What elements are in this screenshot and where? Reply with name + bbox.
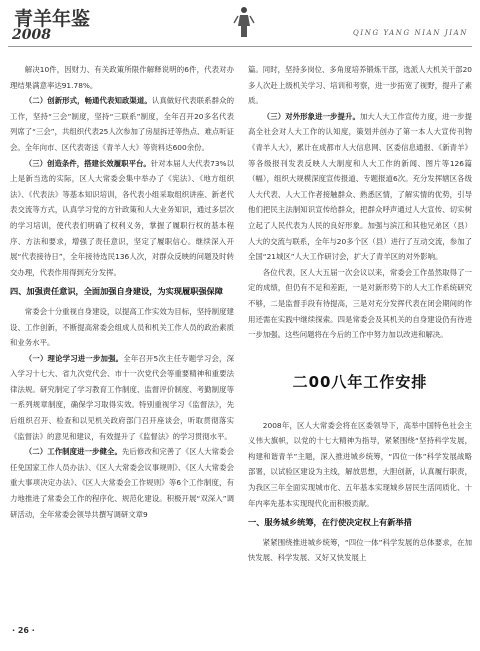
- paragraph: 各位代表，区人大五届一次会议以来，常委会工作虽然取得了一定的成绩，但仍有不足和差距，一是对新形势下的人大工作系统研究不够，二是监督手段有待提高，三是对充分发挥代表在闭会期间的作用还需在实践中继续探索。四是常委会及其机关的自身建设仍有待进一步加强。这些问题将在今后的工作中努力加以改进和解决。: [248, 267, 472, 340]
- paragraph-text: 认真做好代表联系群众的工作，坚持“三会”制度，坚持“三联系”制度，全年召开20多名代表列席了“三会”，共组织代表25人次参加了房屋拆迁等热点、难点听证会。全年向市、区代表寄送《青羊人大》等资料达600余份。: [10, 96, 235, 152]
- paragraph-text: 加大人大工作宣传力度，进一步提高全社会对人大工作的认知度，策划并创办了第一本人大宣传刊物《青羊人大》，累计在成都市人大信息网、区委信息通报、《新青羊》等各级报刊发表反映人大制度和人大工作的新闻、图片等126篇（幅），组织大规模深度宣传报道、专题报道6次。充分发挥辖区各级人大代表、人大工作者接触群众、熟悉区情，了解实情的优势，引导他们把民主法制知识宣传给群众，把群众呼声通过人大宣传、切实树立起了人民代表为人民的良好形象。加强与滨江和其他兄弟区（县）人大的交流与联系，全年与20多个区（县）进行了互动交流，参加了全国“21城区”人大工作研讨会，扩大了青羊区的对外影响。: [248, 111, 472, 262]
- subheading: （一）理论学习进一步加强。: [24, 353, 124, 363]
- paragraph: 2008年，区人大常委会将在区委领导下，高举中国特色社会主义伟大旗帜，以党的十七大精神为指导，紧紧围绕“坚持科学发展，构建和谐青羊”主题，深入推进城乡统筹，“四位一体”科学发展战略部署，以试验区建设为主线，解放思想，大胆创新，认真履行职责，为我区三年全面实现城市化、五年基本实现城乡居民生活同质化、十年内率先基本实现现代化而积极贡献。: [248, 420, 472, 508]
- section-main-title: 二00八年工作安排: [292, 372, 428, 391]
- page-number: · 26 ·: [12, 626, 35, 635]
- subheading: （二）创新形式，畅通代表知政渠道。: [24, 96, 152, 106]
- paragraph: [10, 156, 234, 281]
- left-column: [10, 62, 234, 522]
- page-header: [0, 0, 480, 50]
- section-heading: 四、加强责任意识，全面加强自身建设，为实现履职强保障: [10, 286, 223, 297]
- decorative-figure-icon: [233, 6, 255, 38]
- right-column: [248, 62, 472, 566]
- paragraph-text: 先后修改和完善了《区人大常委会任免国家工作人员办法》、《区人大常委会议事规则》、《区人大常委会重大事项决定办法》、《区人大常委会工作规则》等6个工作制度，有力地推进了常委会工作的程序化、规范化建设。积极开展“双深入”调研活动，全年常委会领导共撰写调研文章9: [10, 447, 234, 519]
- paragraph-text: 针对本届人大代表73%以上是新当选的实际，区人大常委会集中举办了《宪法》、《地方组织法》、《代表法》等基本知识培训，各代表小组采取组织讲座、新老代表交流等方式，认真学习党的方针政策和人大业务知识，通过多层次的学习培训，使代表们明确了权利义务，掌握了履职行权的基本程序、方法和要求，增强了责任意识，坚定了履职信心。继续深入开展“代表接待日”，全年接待选民136人次，对群众反映的问题及时转交办理，代表作用得到充分发挥。: [10, 158, 234, 277]
- header-divider: [8, 46, 472, 47]
- subheading: （二）工作制度进一步健全。: [24, 447, 122, 457]
- header-running-title: QING YANG NIAN JIAN: [353, 29, 468, 37]
- paragraph: [10, 351, 234, 445]
- paragraph: 解决10件，因财力、有关政策所限作解释说明的6件，代表对办理结果满意率达91.78%。: [10, 65, 234, 90]
- paragraph: [10, 93, 234, 155]
- paragraph: [10, 444, 234, 522]
- subheading: （三）创造条件，搭建长效履职平台。: [24, 158, 151, 168]
- paragraph: 紧紧围绕推进城乡统筹，“四位一体”科学发展的总体要求，在加快发展、科学发展、又好又快发展上: [248, 537, 472, 563]
- paragraph-text: 全年召开5次主任专题学习会，深入学习十七大、省九次党代会、市十一次党代会等重要精神和重要法律法规。研究制定了学习教育工作制度、监督评价制度、考勤制度等一系列规章制度，确保学习取得实效。特别重视学习《监督法》，先后组织召开、检查和以见机关政府部门召开座谈会，听取贯彻落实《监督法》的意见和建议，有效提升了《监督法》的学习贯彻水平。: [10, 353, 234, 441]
- yearbook-logo-year: 2008: [12, 27, 51, 43]
- subheading: （三）对外形象进一步提升。: [262, 111, 360, 121]
- yearbook-logo-title: 青羊年鉴: [14, 8, 91, 30]
- paragraph: 篇。同时，坚持多岗位、多角度培养锻炼干部，选派人大机关干部20多人次赴上级机关学习、培训和考察，进一步拓宽了视野，提升了素质。: [248, 65, 472, 106]
- paragraph: [248, 109, 472, 265]
- section-heading: 一、服务城乡统筹，在行使决定权上有新举措: [248, 517, 412, 528]
- paragraph: 常委会十分重视自身建设，以提高工作实效为目标，坚持制度建设、工作创新，不断提高常委会组成人员和机关工作人员的政治素质和业务水平。: [10, 306, 234, 348]
